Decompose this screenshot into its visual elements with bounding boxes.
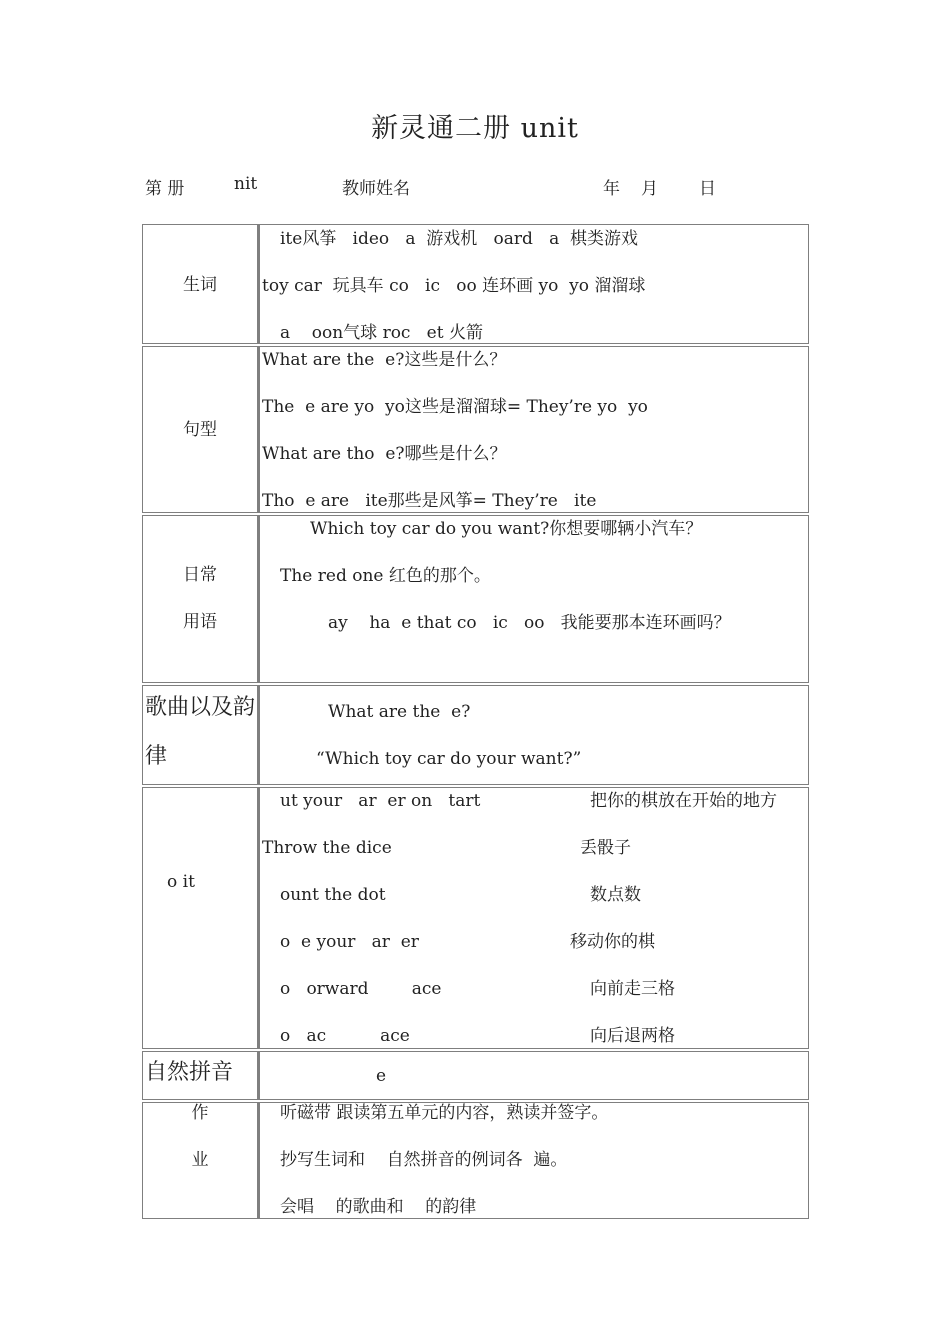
vocab-row — [142, 224, 809, 344]
do-it-instruction-zh: 向前走三格 — [590, 979, 675, 999]
do-it-instruction-zh: 把你的棋放在开始的地方 — [590, 791, 777, 811]
do-it-instruction-en: ount the dot — [280, 885, 386, 905]
homework-line: 抄写生词和 自然拼音的例词各 遍。 — [280, 1150, 568, 1170]
homework-label-line2: 业 — [191, 1150, 209, 1170]
do-it-content-cell — [259, 787, 809, 1049]
daily-label-line2: 用语 — [183, 612, 217, 632]
do-it-instruction-zh: 向后退两格 — [590, 1026, 675, 1046]
homework-label-line1: 作 — [191, 1103, 209, 1123]
song-label-line2: 律 — [145, 744, 168, 769]
volume-label: 第 册 — [145, 179, 185, 199]
do-it-row — [142, 787, 809, 1049]
homework-line: 听磁带 跟读第五单元的内容，熟读并签字。 — [280, 1103, 609, 1123]
lesson-plan-table — [142, 222, 809, 1221]
month-label: 月 — [641, 179, 658, 199]
sentences-row — [142, 346, 809, 513]
song-content-cell — [259, 685, 809, 785]
phonics-value: e — [376, 1066, 387, 1086]
teacher-name-label: 教师姓名 — [342, 179, 410, 199]
do-it-instruction-en: o ac ace — [280, 1026, 410, 1046]
daily-line: The red one 红色的那个。 — [280, 566, 491, 586]
phonics-label: 自然拼音 — [145, 1060, 234, 1085]
vocab-line: toy car 玩具车 co ic oo 连环画 yo yo 溜溜球 — [262, 276, 646, 296]
song-line: “Which toy car do your want?” — [316, 749, 582, 769]
sentences-content-cell — [259, 346, 809, 513]
sentences-label-cell — [142, 346, 259, 513]
vocab-label: 生词 — [183, 275, 217, 295]
unit-label: nit — [234, 174, 258, 194]
daily-label-cell — [142, 515, 259, 683]
daily-line: ay ha e that co ic oo 我能要那本连环画吗？ — [328, 613, 731, 633]
daily-phrases-row — [142, 515, 809, 683]
vocab-line: a oon气球 roc et 火箭 — [280, 323, 483, 343]
sentence-line: The e are yo yo这些是溜溜球= They’re yo yo — [262, 397, 648, 417]
song-line: What are the e? — [328, 702, 471, 722]
homework-row — [142, 1102, 809, 1219]
year-label: 年 — [603, 179, 620, 199]
phonics-content-cell — [259, 1051, 809, 1100]
homework-label-cell — [142, 1102, 259, 1219]
do-it-instruction-zh: 丢骰子 — [580, 838, 631, 858]
do-it-instruction-en: o orward ace — [280, 979, 442, 999]
do-it-instruction-en: ut your ar er on tart — [280, 791, 481, 811]
day-label: 日 — [699, 179, 716, 199]
vocab-line: ite风筝 ideo a 游戏机 oard a 棋类游戏 — [280, 229, 639, 249]
sentences-label: 句型 — [183, 420, 217, 440]
do-it-instruction-en: Throw the dice — [262, 838, 392, 858]
do-it-instruction-zh: 移动你的棋 — [570, 932, 655, 952]
vocab-content-cell — [259, 224, 809, 344]
phonics-label-cell — [142, 1051, 259, 1100]
do-it-instruction-zh: 数点数 — [590, 885, 641, 905]
phonics-row — [142, 1051, 809, 1100]
song-label-line1: 歌曲以及韵 — [145, 695, 256, 720]
vocab-label-cell — [142, 224, 259, 344]
song-row — [142, 685, 809, 785]
do-it-instruction-en: o e your ar er — [280, 932, 419, 952]
do-it-label: o it — [167, 872, 195, 892]
sentence-line: Tho e are ite那些是风筝= They’re ite — [262, 491, 597, 511]
daily-line: Which toy car do you want?你想要哪辆小汽车？ — [310, 519, 703, 539]
document-title: 新灵通二册 unit — [371, 113, 579, 144]
sentence-line: What are the e?这些是什么？ — [262, 350, 507, 370]
daily-content-cell — [259, 515, 809, 683]
daily-label-line1: 日常 — [183, 565, 217, 585]
homework-content-cell — [259, 1102, 809, 1219]
do-it-label-cell — [142, 787, 259, 1049]
sentence-line: What are tho e?哪些是什么？ — [262, 444, 507, 464]
homework-line: 会唱 的歌曲和 的韵律 — [280, 1197, 477, 1217]
song-label-cell — [142, 685, 259, 785]
